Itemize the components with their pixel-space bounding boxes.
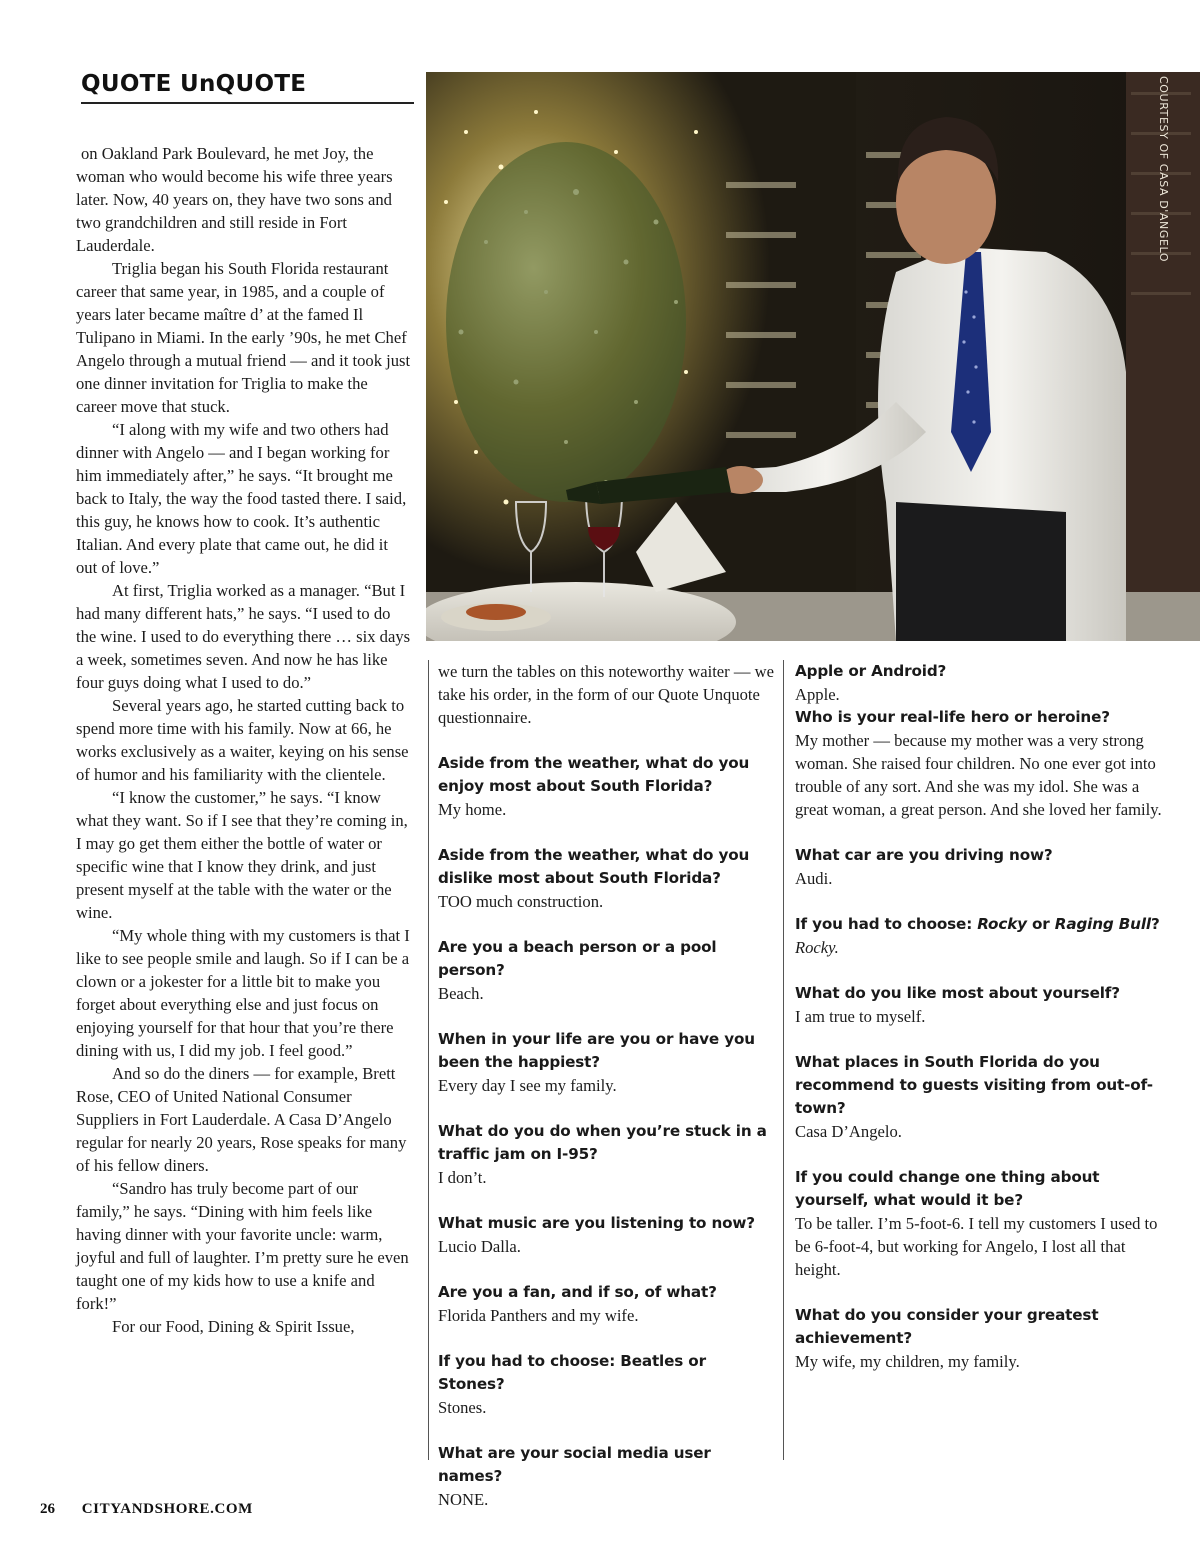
question: What do you consider your greatest achievement? <box>795 1306 1099 1347</box>
answer <box>795 936 1165 959</box>
question: Apple or Android? <box>795 662 947 680</box>
question: What do you like most about yourself? <box>795 984 1120 1002</box>
film-title: Raging Bull <box>1054 915 1151 933</box>
answer: I am true to myself. <box>795 1007 926 1026</box>
paragraph: on Oakland Park Boulevard, he met Joy, the woman who would become his wife three years later. Now, 40 years on, they have two sons and two grandchildren and still reside in Fort Lauderdale. <box>76 144 393 255</box>
question: What do you do when you’re stuck in a traffic jam on I-95? <box>438 1122 767 1163</box>
qa-item <box>438 844 774 913</box>
paragraph: “Sandro has truly become part of our family,” he says. “Dining with him feels like having dinner with your favorite uncle: warm, joyful and full of laughter. I’m pretty sure he even taught one of my kids how to use a knife and fork!” <box>76 1179 409 1313</box>
question: Aside from the weather, what do you dislike most about South Florida? <box>438 846 750 887</box>
answer-emphasis: Rocky. <box>795 938 839 957</box>
paragraph: Triglia began his South Florida restaurant career that same year, in 1985, and a couple of years later became maître d’ at the famed Il Tulipano in Miami. In the early ’90s, he met Chef Angelo through a mutual friend — and it took just one dinner invitation for Triglia to make the career move that stuck. <box>76 259 411 416</box>
question: What places in South Florida do you recommend to guests visiting from out-of-town? <box>795 1053 1153 1117</box>
question <box>795 913 1165 936</box>
answer: Apple. <box>795 685 840 704</box>
qa-item <box>438 1212 774 1258</box>
qa-item <box>795 660 1165 706</box>
answer: Florida Panthers and my wife. <box>438 1306 639 1325</box>
photo-credit: COURTESY OF CASA D'ANGELO <box>1157 76 1170 263</box>
film-title: Rocky <box>977 915 1027 933</box>
question-part: or <box>1026 915 1055 933</box>
question: What car are you driving now? <box>795 846 1053 864</box>
qa-item <box>438 1120 774 1189</box>
answer: To be taller. I’m 5-foot-6. I tell my customers I used to be 6-foot-4, but working for Angelo, I lost all that height. <box>795 1214 1158 1279</box>
answer: Stones. <box>438 1398 487 1417</box>
paragraph: Several years ago, he started cutting back to spend more time with his family. Now at 66, he works exclusively as a waiter, keying on his sense of humor and his familiarity with the clientele. <box>76 696 409 784</box>
question: Aside from the weather, what do you enjoy most about South Florida? <box>438 754 750 795</box>
qa-item <box>795 706 1165 821</box>
article-column-3 <box>795 660 1165 1373</box>
page-footer <box>40 1501 253 1521</box>
qa-item <box>438 1350 774 1419</box>
qa-item <box>438 936 774 1005</box>
question: What music are you listening to now? <box>438 1214 755 1232</box>
answer: My wife, my children, my family. <box>795 1352 1020 1371</box>
article-column-2 <box>438 660 774 1511</box>
answer: Beach. <box>438 984 484 1003</box>
qa-item <box>438 1442 774 1511</box>
qa-item <box>795 1051 1165 1143</box>
waiter-pouring-wine-photo <box>426 72 1200 641</box>
question: What are your social media user names? <box>438 1444 711 1485</box>
page-number: 26 <box>40 1501 55 1517</box>
paragraph: “I along with my wife and two others had dinner with Angelo — and I began working for him immediately after,” he says. “It brought me back to Italy, the way the food tasted there. I said, this guy, he knows how to cook. It’s authentic Italian. And every plate that came out, he did it out of love.” <box>76 420 407 577</box>
answer: Casa D’Angelo. <box>795 1122 902 1141</box>
question: Are you a fan, and if so, of what? <box>438 1283 717 1301</box>
qa-item <box>795 982 1165 1028</box>
qa-item <box>438 752 774 821</box>
question-part: ? <box>1150 915 1160 933</box>
site-url: CITYANDSHORE.COM <box>81 1501 253 1517</box>
paragraph: At first, Triglia worked as a manager. “But I had many different hats,” he says. “I used to do the wine. I used to do everything there … six days a week, sometimes seven. And now he has like four guys doing what I used to do.” <box>76 581 411 692</box>
qa-item <box>795 913 1165 959</box>
qa-item <box>795 1304 1165 1373</box>
question: Are you a beach person or a pool person? <box>438 938 717 979</box>
qa-item <box>795 844 1165 890</box>
answer: Audi. <box>795 869 833 888</box>
qa-item <box>795 1166 1165 1281</box>
intro-text: we turn the tables on this noteworthy waiter — we take his order, in the form of our Quote Unquote questionnaire. <box>438 662 774 727</box>
paragraph: And so do the diners — for example, Brett Rose, CEO of United National Consumer Suppliers in Fort Lauderdale. A Casa D’Angelo regular for nearly 20 years, Rose speaks for many of his fellow diners. <box>76 1064 407 1175</box>
question: Who is your real-life hero or heroine? <box>795 708 1110 726</box>
paragraph: For our Food, Dining & Spirit Issue, <box>112 1317 355 1336</box>
paragraph: “I know the customer,” he says. “I know what they want. So if I see that they’re coming in, I may go get them either the bottle of water or specific wine that I know they drink, and just present myself at the table with the water or the wine. <box>76 788 408 922</box>
answer: NONE. <box>438 1490 489 1509</box>
answer: My home. <box>438 800 507 819</box>
answer: My mother — because my mother was a very strong woman. She raised four children. No one ever got into trouble of any sort. And she was my idol. She was a great woman, a great person. And she loved her family. <box>795 731 1162 819</box>
answer: TOO much construction. <box>438 892 604 911</box>
question: If you had to choose: Beatles or Stones? <box>438 1352 706 1393</box>
question: When in your life are you or have you been the happiest? <box>438 1030 755 1071</box>
question-part: If you had to choose: <box>795 915 978 933</box>
paragraph: “My whole thing with my customers is that I like to see people smile and laugh. So if I can be a clown or a jokester for a little bit to make you forget about everything else and just focus on enjoying yourself for that hour that you’re there dining with us, I did my job. I feel good.” <box>76 926 410 1060</box>
answer: I don’t. <box>438 1168 487 1187</box>
qa-item <box>438 1281 774 1327</box>
column-divider <box>428 660 429 1460</box>
section-title: QUOTE UnQUOTE <box>81 70 414 104</box>
column-divider <box>783 660 784 1460</box>
qa-item <box>438 1028 774 1097</box>
article-column-1 <box>76 142 412 1338</box>
answer: Lucio Dalla. <box>438 1237 521 1256</box>
question: If you could change one thing about yourself, what would it be? <box>795 1168 1100 1209</box>
answer: Every day I see my family. <box>438 1076 617 1095</box>
